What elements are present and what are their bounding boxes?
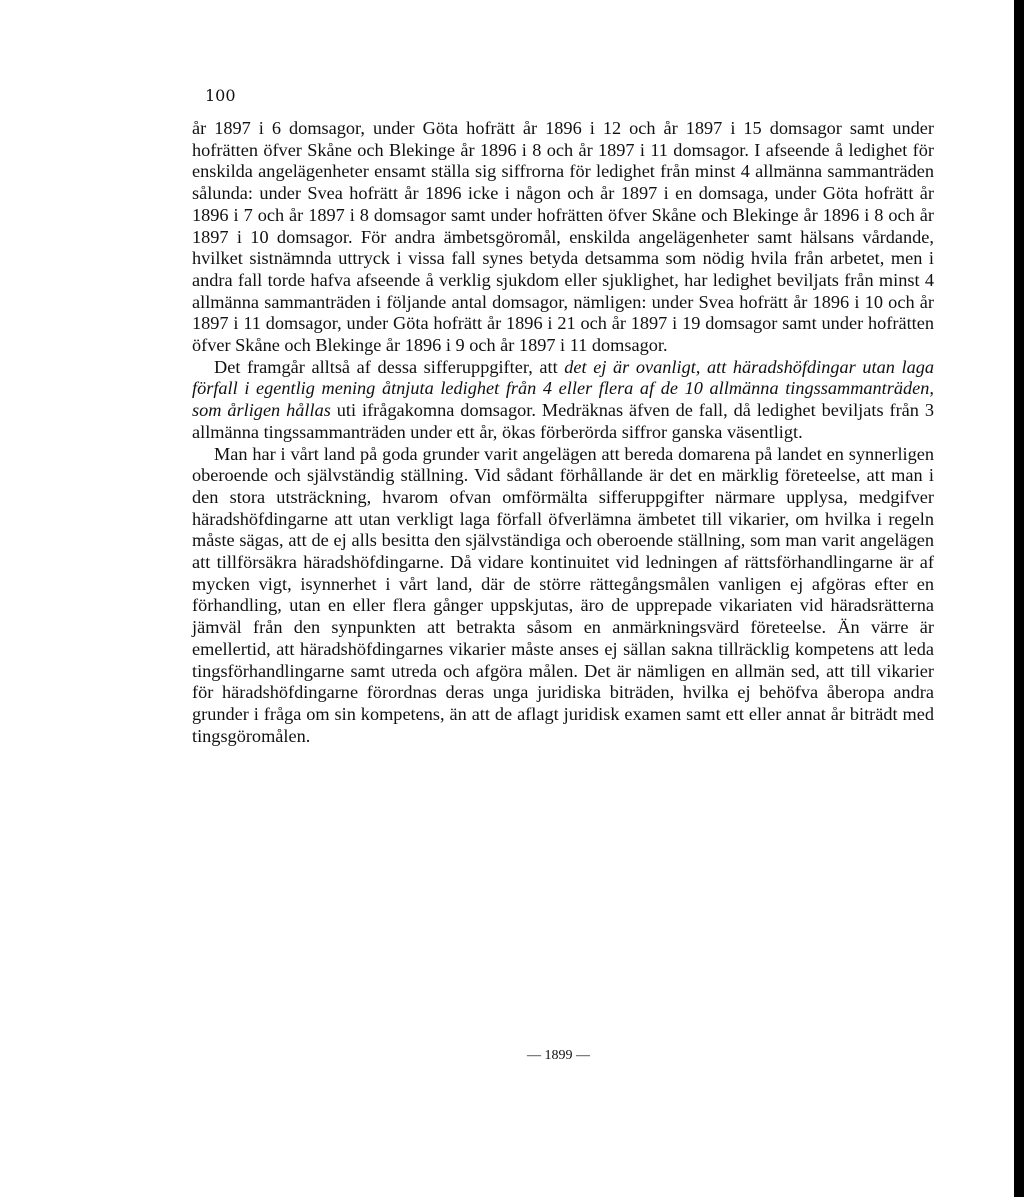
paragraph-2-emphasis: det ej är ovanligt, att häradshöfdingar utan laga förfall i egentlig mening åtnjuta ledighet från 4 eller flera af de 10 allmänna tingssammanträden, som årligen hållas <box>192 356 935 421</box>
paragraph-3: Man har i vårt land på goda grunder varit angelägen att bereda domarena på landet en synnerligen oberoende och självständig ställning. Vid sådant förhållande är det en märklig företeelse, att man i den stora utsträckning, hvarom ofvan omförmälta sifferuppgifter närmare upplysa, medgifver häradshöfdingarne att utan verkligt laga förfall öfverlämna ämbetet till vikarier, om hvilka i regeln måste sägas, att de ej alls besitta den självständiga och oberoende ställning, som man varit angelägen att tillförsäkra häradshöfdingarne. Då vidare kontinuitet vid ledningen af rättsförhandlingarne är af mycken vigt, isynnerhet i vårt land, där de större rättegångsmålen vanligen ej afgöras efter en förhandling, utan en eller flera gånger uppskjutas, äro de upprepade vikariaten vid häradsrätterna jämväl från den synpunkten att betrakta såsom en anmärkningsvärd företeelse. Än värre är emellertid, att häradshöfdingarnes vikarier måste anses ej sällan sakna tillräcklig kompetens att leda tingsförhandlingarne samt utreda och afgöra målen. Det är nämligen en allmän sed, att till vikarier för häradshöfdingarne förordnas deras unga juridiska biträden, hvilka ej behöfva åberopa andra grunder i fråga om sin kompetens, än att de aflagt juridisk examen samt ett eller annat år biträdt med tingsgöromålen. <box>192 443 934 746</box>
body-text <box>192 118 934 747</box>
page-number: 100 <box>205 86 236 105</box>
paragraph-1: år 1897 i 6 domsagor, under Göta hofrätt år 1896 i 12 och år 1897 i 15 domsagor samt under hofrätten öfver Skåne och Blekinge år 1896 i 8 och år 1897 i 11 domsagor. I afseende å ledighet för enskilda angelägenheter ensamt ställa sig siffrorna för ledighet från minst 4 allmänna sammanträden sålunda: under Svea hofrätt år 1896 icke i någon och år 1897 i en domsaga, under Göta hofrätt år 1896 i 7 och år 1897 i 8 domsagor samt under hofrätten öfver Skåne och Blekinge år 1896 i 8 och år 1897 i 10 domsagor. För andra ämbetsgöromål, enskilda angelägenheter samt hälsans vårdande, hvilket sistnämnda uttryck i vissa fall synes betyda detsamma som nödig hvila från arbetet, men i andra fall torde hafva afseende å verklig sjukdom eller sjuklighet, har ledighet beviljats från minst 4 allmänna sammanträden i följande antal domsagor, nämligen: under Svea hofrätt år 1896 i 10 och år 1897 i 11 domsagor, under Göta hofrätt år 1896 i 21 och år 1897 i 19 domsagor samt under hofrätten öfver Skåne och Blekinge år 1896 i 9 och år 1897 i 11 domsagor. <box>192 118 934 356</box>
scan-edge <box>1014 0 1024 1197</box>
paragraph-2 <box>192 357 934 444</box>
footer-year: — 1899 — <box>527 1048 590 1063</box>
paragraph-2-tail: uti ifrågakomna domsagor. Medräknas äfven de fall, då ledighet beviljats från 3 allmänna tingssammanträden under ett år, ökas förberörda siffror ganska väsentligt. <box>192 400 934 442</box>
paragraph-2-lead: Det framgår alltså af dessa sifferuppgifter, att <box>214 356 565 377</box>
